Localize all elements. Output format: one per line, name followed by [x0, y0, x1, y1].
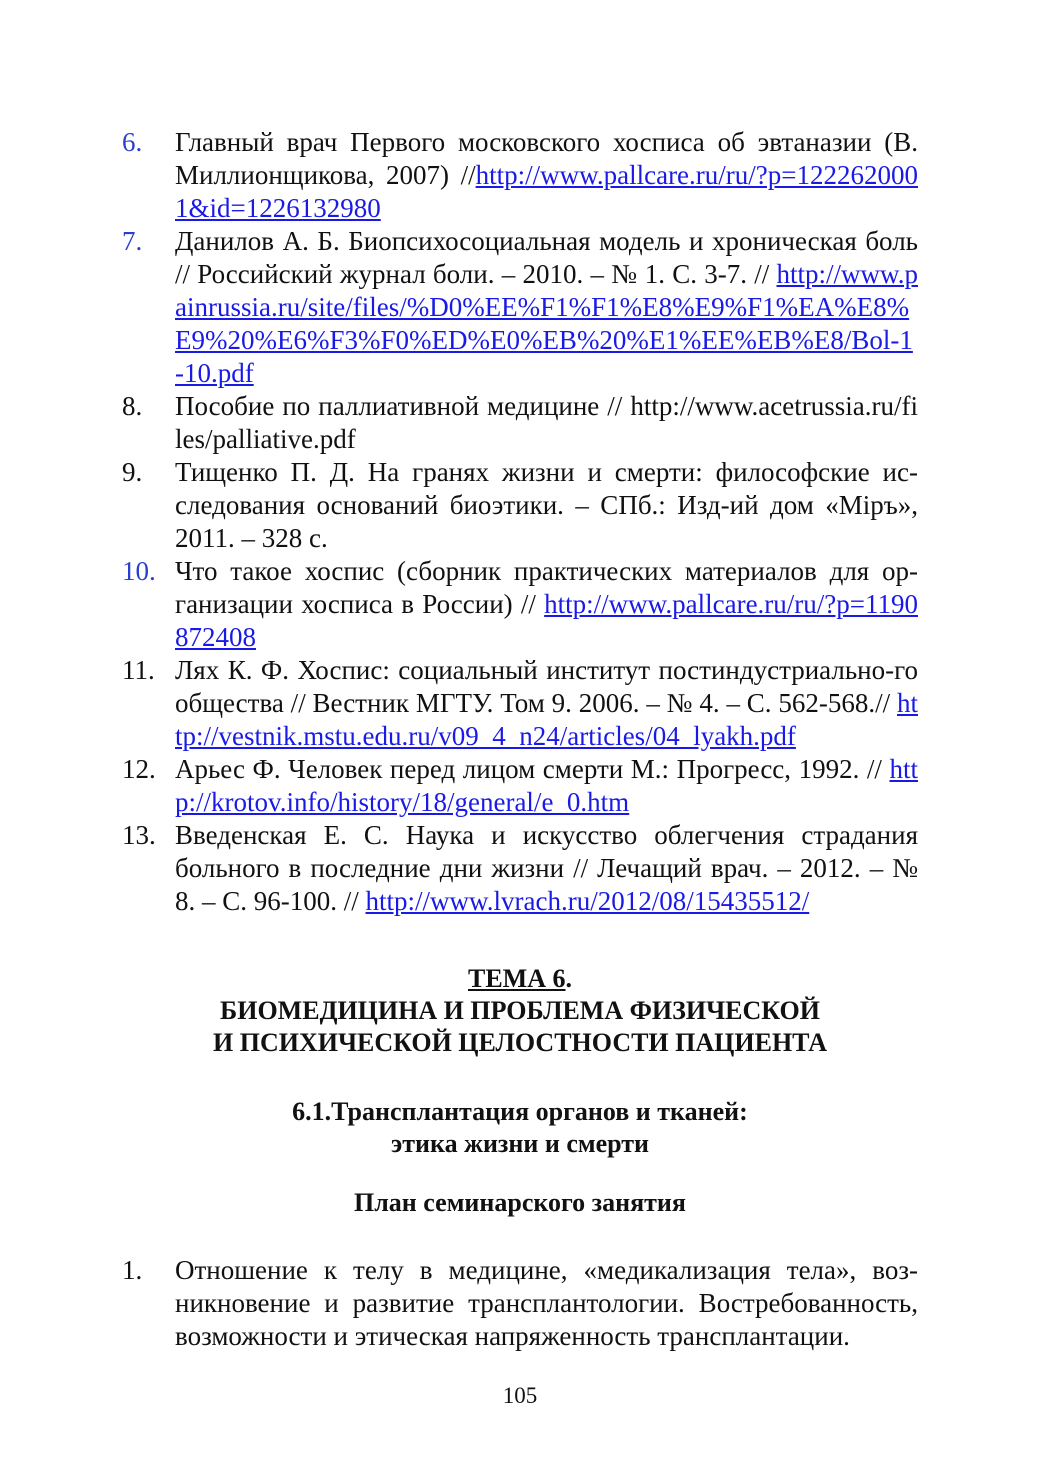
reference-number: 10.: [122, 556, 156, 586]
reference-number: 12.: [122, 754, 156, 784]
reference-url: http://www.acetrussia.ru/files/palliative.pdf: [175, 391, 918, 454]
reference-number: 6.: [122, 127, 143, 157]
reference-number: 7.: [122, 226, 143, 256]
reference-item: [122, 225, 918, 390]
reference-item: [122, 555, 918, 654]
subtopic-heading: [0, 1096, 1040, 1160]
plan-item: [122, 1254, 918, 1353]
reference-text: Лях К. Ф. Хоспис: социальный институт постиндустриально-го общества // Вестник МГТУ. Том 9. 2006. – № 4. – С. 562-568.// http://vestnik.mstu.edu.ru/v09_4_n24/articles/04_lyakh.pdf: [175, 655, 918, 751]
reference-text: Введенская Е. С. Наука и искусство облегчения страдания больного в последние дни жизни // Лечащий врач. – 2012. – № 8. – С. 96-100. // http://www.lvrach.ru/2012/08/15435512/: [175, 820, 918, 916]
reference-link[interactable]: http://krotov.info/history/18/general/e_0.htm: [175, 754, 918, 817]
plan-list: [122, 1254, 918, 1353]
reference-number: 9.: [122, 457, 143, 487]
page-number: 105: [502, 1383, 538, 1408]
reference-number: 13.: [122, 820, 156, 850]
reference-item: [122, 753, 918, 819]
plan-item-number: 1.: [122, 1255, 143, 1285]
reference-number: 11.: [122, 655, 155, 685]
subtopic-title-line: этика жизни и смерти: [391, 1129, 649, 1158]
reference-link[interactable]: http://www.pallcare.ru/ru/?p=1190872408: [175, 589, 918, 652]
topic-heading: [0, 963, 1040, 1059]
reference-number: 8.: [122, 391, 143, 421]
reference-link[interactable]: http://www.pallcare.ru/ru/?p=1222620001&id=1226132980: [175, 160, 918, 223]
reference-text: Пособие по паллиативной медицине // http://www.acetrussia.ru/files/palliative.pdf: [175, 391, 918, 454]
subtopic-title-line: 6.1.Трансплантация органов и тканей:: [292, 1097, 748, 1126]
plan-title: План семинарского занятия: [354, 1188, 686, 1217]
reference-text: Что такое хоспис (сборник практических материалов для ор-ганизации хосписа в России) // http://www.pallcare.ru/ru/?p=1190872408: [175, 556, 918, 652]
reference-item: [122, 126, 918, 225]
topic-title-line: И ПСИХИЧЕСКОЙ ЦЕЛОСТНОСТИ ПАЦИЕНТА: [213, 1028, 827, 1057]
plan-item-text: Отношение к телу в медицине, «медикализация тела», воз-никновение и развитие трансплантологии. Востребованность, возможности и этическая напряженность трансплантации.: [175, 1255, 918, 1351]
reference-text: Главный врач Первого московского хосписа об эвтаназии (В. Миллионщикова, 2007) //http://www.pallcare.ru/ru/?p=1222620001&id=1226132980: [175, 127, 918, 223]
reference-item: [122, 390, 918, 456]
reference-link[interactable]: http://vestnik.mstu.edu.ru/v09_4_n24/articles/04_lyakh.pdf: [175, 688, 918, 751]
reference-item: [122, 456, 918, 555]
reference-item: [122, 819, 918, 918]
reference-text: Арьес Ф. Человек перед лицом смерти М.: Прогресс, 1992. // http://krotov.info/history/18/general/e_0.htm: [175, 754, 918, 817]
topic-title-line: БИОМЕДИЦИНА И ПРОБЛЕМА ФИЗИЧЕСКОЙ: [220, 996, 820, 1025]
reference-link[interactable]: http://www.painrussia.ru/site/files/%D0%EE%F1%F1%E8%E9%F1%EA%E8%E9%20%E6%F3%F0%ED%E0%EB%20%E1%EE%EB%E8/Bol-1-10.pdf: [175, 259, 918, 388]
reference-item: [122, 654, 918, 753]
reference-list: [122, 126, 918, 918]
topic-number: ТЕМА 6.: [468, 964, 572, 993]
reference-text: Данилов А. Б. Биопсихосоциальная модель и хроническая боль // Российский журнал боли. – 2010. – № 1. С. 3-7. // http://www.painrussia.ru/site/files/%D0%EE%F1%F1%E8%E9%F1%EA%E8%E9%20%E6%F3%F0%ED%E0%EB%20%E1%EE%EB%E8/Bol-1-10.pdf: [175, 226, 918, 388]
reference-text: Тищенко П. Д. На гранях жизни и смерти: философские ис-следования оснований биоэтики. – СПб.: Изд-ий дом «Міръ», 2011. – 328 с.: [175, 457, 918, 553]
reference-link[interactable]: http://www.lvrach.ru/2012/08/15435512/: [365, 886, 810, 916]
